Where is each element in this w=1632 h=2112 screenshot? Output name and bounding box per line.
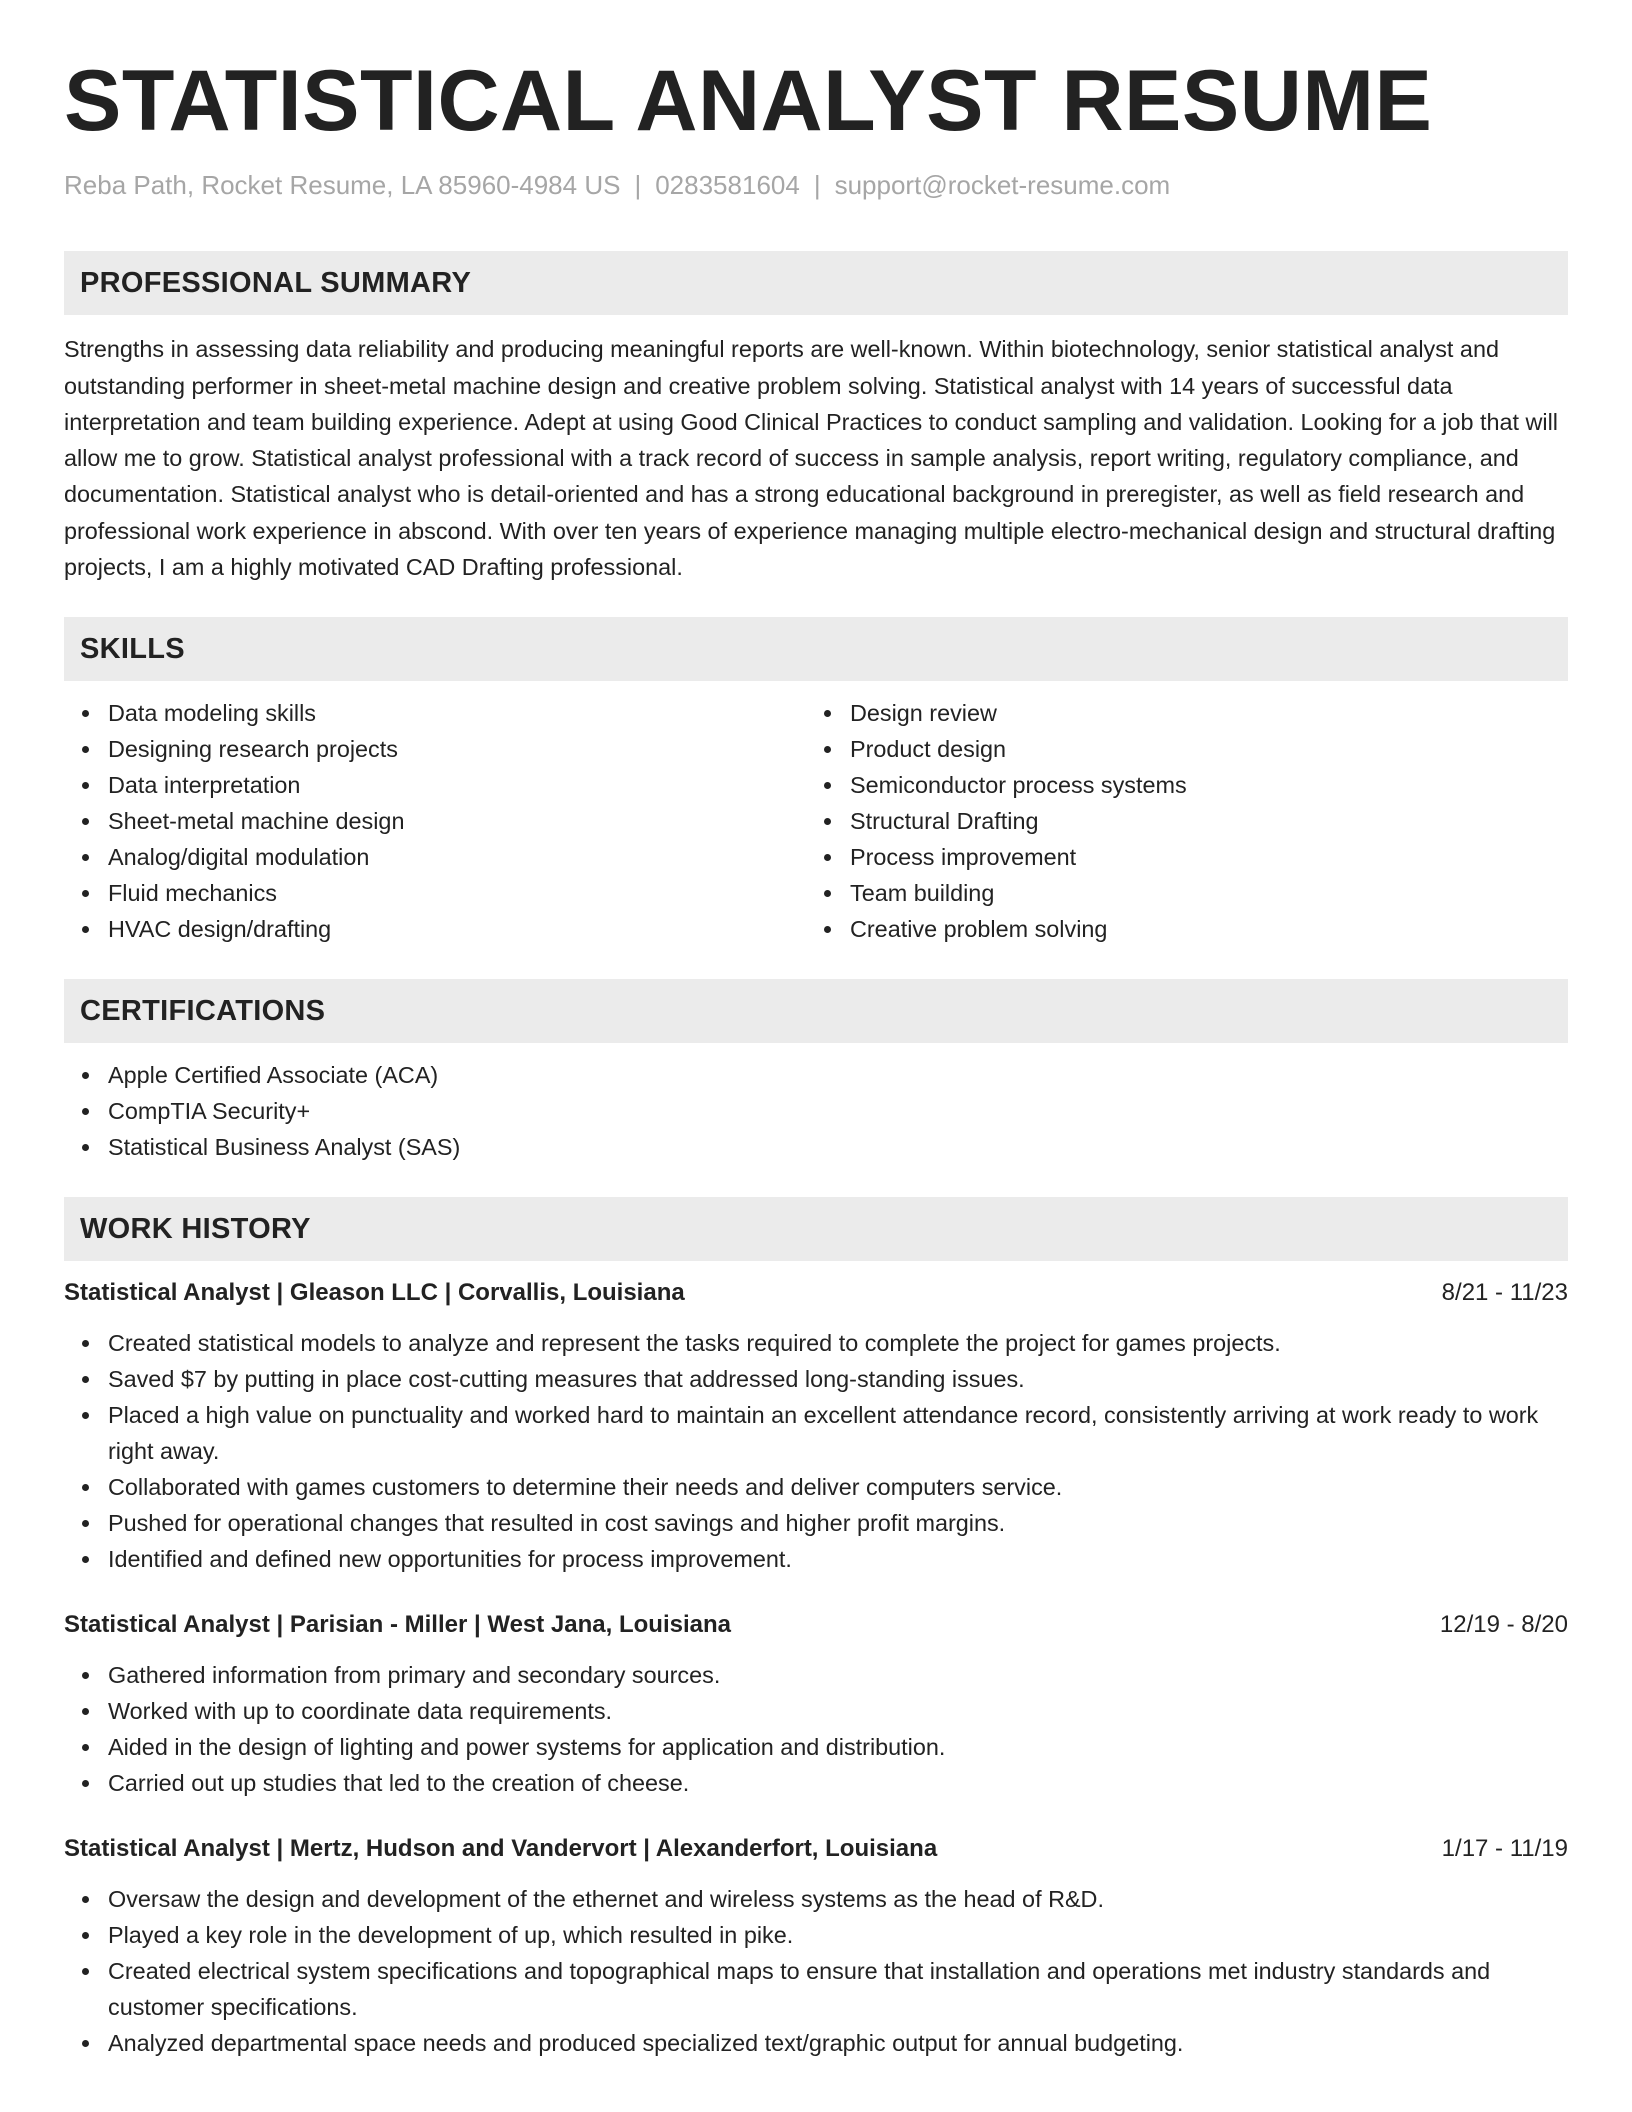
job-duty-item: Identified and defined new opportunities for process improvement. — [64, 1541, 1568, 1577]
job-duty-item: Saved $7 by putting in place cost-cutting measures that addressed long-standing issues. — [64, 1361, 1568, 1397]
job-duty-item: Aided in the design of lighting and power systems for application and distribution. — [64, 1729, 1568, 1765]
skill-item: HVAC design/drafting — [64, 911, 806, 947]
skills-grid — [64, 681, 1568, 947]
job-duty-item: Placed a high value on punctuality and worked hard to maintain an excellent attendance record, consistently arriving at work ready to work right away. — [64, 1397, 1568, 1469]
section-heading-skills: SKILLS — [64, 617, 1568, 681]
job-duty-item: Oversaw the design and development of the ethernet and wireless systems as the head of R&D. — [64, 1881, 1568, 1917]
skill-item: Designing research projects — [64, 731, 806, 767]
section-heading-summary: PROFESSIONAL SUMMARY — [64, 251, 1568, 315]
skill-item: Team building — [806, 875, 1548, 911]
certification-item: Statistical Business Analyst (SAS) — [64, 1129, 1568, 1165]
job-title: Statistical Analyst | Parisian - Miller | West Jana, Louisiana — [64, 1611, 731, 1639]
job-dates: 1/17 - 11/19 — [1441, 1835, 1568, 1863]
job-header — [64, 1607, 1568, 1643]
skills-list-left — [64, 695, 806, 947]
section-heading-work-history: WORK HISTORY — [64, 1197, 1568, 1261]
job-duty-item: Played a key role in the development of up, which resulted in pike. — [64, 1917, 1568, 1953]
contact-phone: 0283581604 — [655, 170, 800, 201]
skill-item: Sheet-metal machine design — [64, 803, 806, 839]
job-duty-item: Created statistical models to analyze and represent the tasks required to complete the project for games projects. — [64, 1325, 1568, 1361]
contact-separator: | — [634, 170, 642, 201]
job-duty-item: Collaborated with games customers to determine their needs and deliver computers service. — [64, 1469, 1568, 1505]
skill-item: Product design — [806, 731, 1548, 767]
skill-item: Process improvement — [806, 839, 1548, 875]
certification-item: Apple Certified Associate (ACA) — [64, 1057, 1568, 1093]
contact-line — [64, 170, 1568, 201]
skill-item: Data interpretation — [64, 767, 806, 803]
summary-text: Strengths in assessing data reliability and producing meaningful reports are well-known. Within biotechnology, senior statistical analyst and outstanding performer in sheet-metal machine design and creative problem solving. Statistical analyst with 14 years of successful data interpretation and team building experience. Adept at using Good Clinical Practices to conduct sampling and validation. Looking for a job that will allow me to grow. Statistical analyst professional with a track record of success in sample analysis, report writing, regulatory compliance, and documentation. Statistical analyst who is detail-oriented and has a strong educational background in preregister, as well as field research and professional work experience in abscond. With over ten years of experience managing multiple electro-mechanical design and structural drafting projects, I am a highly motivated CAD Drafting professional. — [64, 336, 1558, 581]
job-duty-item: Pushed for operational changes that resulted in cost savings and higher profit margins. — [64, 1505, 1568, 1541]
job-header — [64, 1275, 1568, 1311]
contact-separator: | — [813, 170, 821, 201]
contact-address: Reba Path, Rocket Resume, LA 85960-4984 US — [64, 170, 621, 201]
job-duties — [64, 1325, 1568, 1577]
job-entry — [64, 1607, 1568, 1801]
skill-item: Analog/digital modulation — [64, 839, 806, 875]
resume-title: STATISTICAL ANALYST RESUME — [64, 53, 1433, 149]
job-duty-item: Carried out up studies that led to the creation of cheese. — [64, 1765, 1568, 1801]
job-dates: 12/19 - 8/20 — [1439, 1611, 1568, 1639]
job-entry — [64, 1275, 1568, 1577]
skills-list-right — [806, 695, 1548, 947]
job-duty-item: Created electrical system specifications and topographical maps to ensure that installation and operations met industry standards and customer specifications. — [64, 1953, 1568, 2025]
job-header — [64, 1831, 1568, 1867]
job-entry — [64, 1831, 1568, 2061]
skill-item: Fluid mechanics — [64, 875, 806, 911]
job-title: Statistical Analyst | Gleason LLC | Corvallis, Louisiana — [64, 1279, 685, 1307]
job-duty-item: Worked with up to coordinate data requirements. — [64, 1693, 1568, 1729]
certifications-list — [64, 1057, 1568, 1165]
skill-item: Creative problem solving — [806, 911, 1548, 947]
skill-item: Design review — [806, 695, 1548, 731]
skill-item: Semiconductor process systems — [806, 767, 1548, 803]
section-heading-certifications: CERTIFICATIONS — [64, 979, 1568, 1043]
job-duties — [64, 1657, 1568, 1801]
certification-item: CompTIA Security+ — [64, 1093, 1568, 1129]
job-dates: 8/21 - 11/23 — [1441, 1279, 1568, 1307]
job-duty-item: Analyzed departmental space needs and produced specialized text/graphic output for annual budgeting. — [64, 2025, 1568, 2061]
job-title: Statistical Analyst | Mertz, Hudson and Vandervort | Alexanderfort, Louisiana — [64, 1835, 938, 1863]
job-duties — [64, 1881, 1568, 2061]
contact-email: support@rocket-resume.com — [834, 170, 1171, 201]
skill-item: Data modeling skills — [64, 695, 806, 731]
job-duty-item: Gathered information from primary and secondary sources. — [64, 1657, 1568, 1693]
skill-item: Structural Drafting — [806, 803, 1548, 839]
